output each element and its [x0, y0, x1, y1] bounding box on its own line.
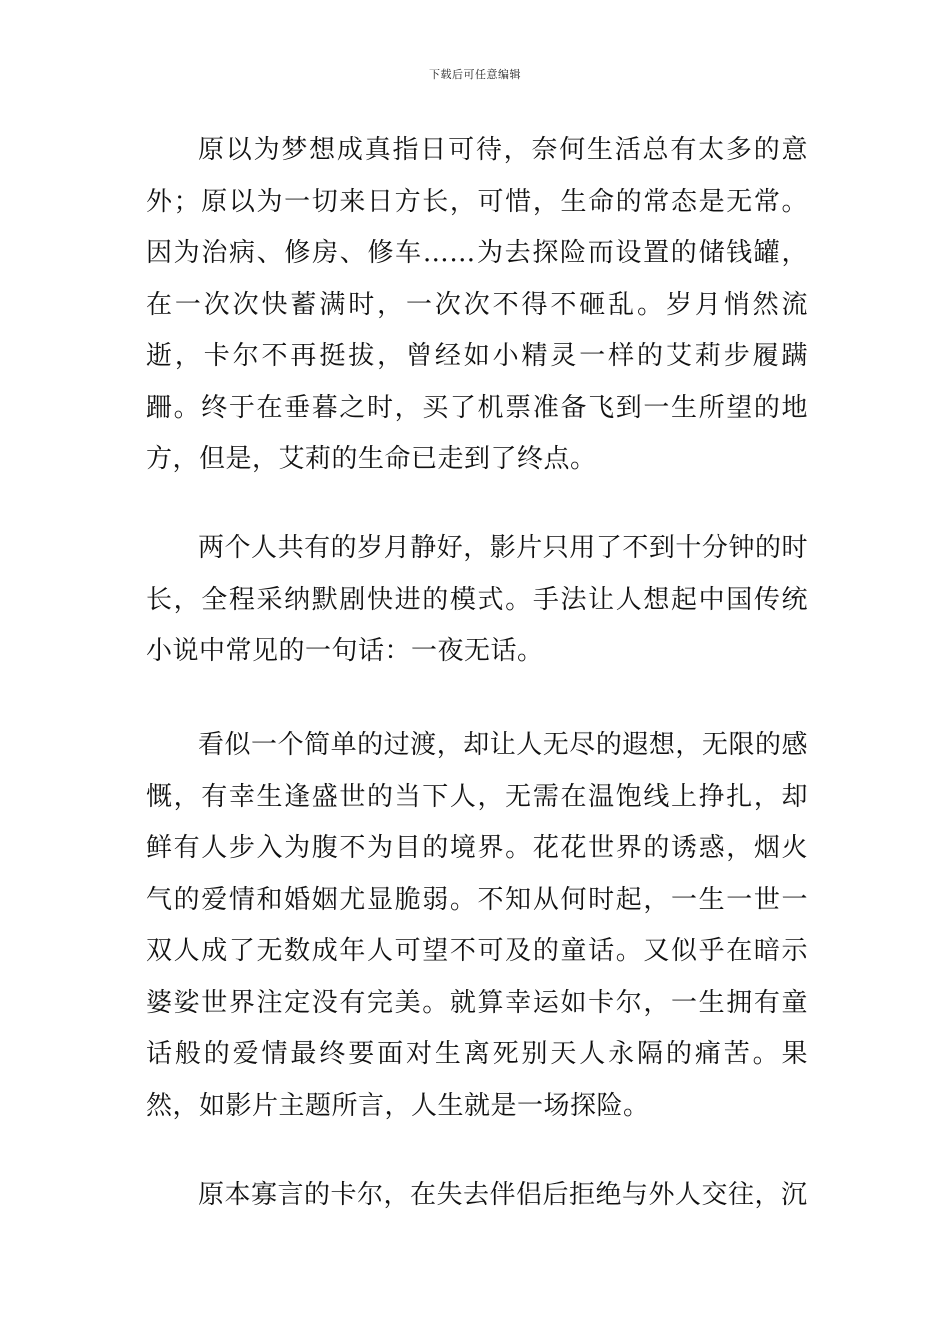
page-header: 下载后可任意编辑	[429, 68, 521, 81]
paragraph-2: 两个人共有的岁月静好，影片只用了不到十分钟的时长，全程采纳默剧快进的模式。手法让人想起中国传统小说中常见的一句话：一夜无话。	[146, 533, 808, 666]
paragraph-3: 看似一个简单的过渡，却让人无尽的遐想，无限的感慨，有幸生逢盛世的当下人，无需在温饱线上挣扎，却鲜有人步入为腹不为目的境界。花花世界的诱惑，烟火气的爱情和婚姻尤显脆弱。不知从何时起，一生一世一双人成了无数成年人可望不可及的童话。又似乎在暗示婆娑世界注定没有完美。就算幸运如卡尔，一生拥有童话般的爱情最终要面对生离死别天人永隔的痛苦。果然，如影片主题所言，人生就是一场探险。	[146, 730, 808, 1121]
paragraph-4: 原本寡言的卡尔，在失去伴侣后拒绝与外人交往，沉	[198, 1180, 808, 1210]
paragraph-1: 原以为梦想成真指日可待，奈何生活总有太多的意外；原以为一切来日方长，可惜，生命的常态是无常。因为治病、修房、修车……为去探险而设置的储钱罐，在一次次快蓄满时，一次次不得不砸乱。岁月悄然流逝，卡尔不再挺拔，曾经如小精灵一样的艾莉步履蹒跚。终于在垂暮之时，买了机票准备飞到一生所望的地方，但是，艾莉的生命已走到了终点。	[146, 135, 808, 474]
